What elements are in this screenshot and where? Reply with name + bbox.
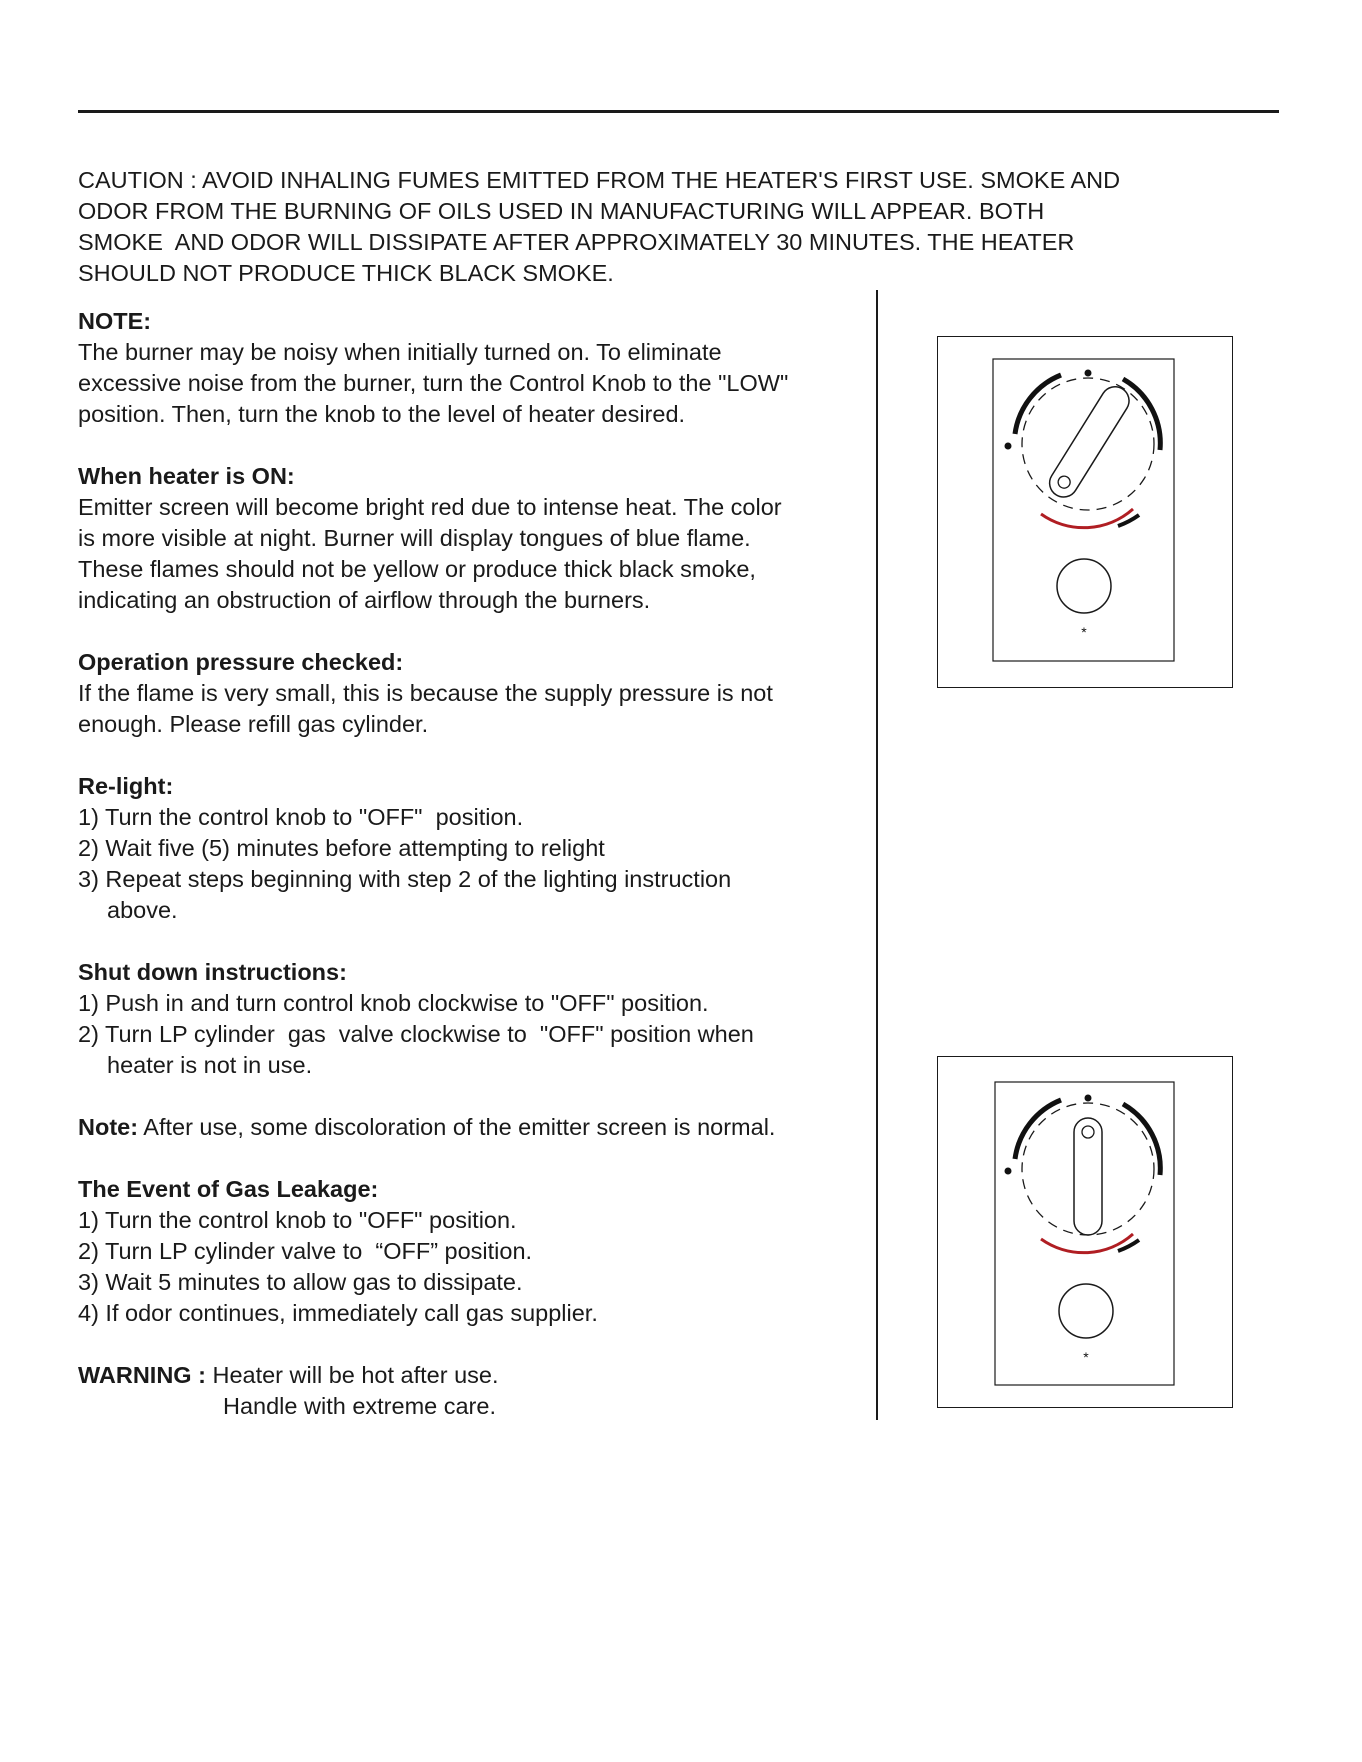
caution-line: SHOULD NOT PRODUCE THICK BLACK SMOKE. — [78, 260, 614, 286]
leakage-step: 4) If odor continues, immediately call gas supplier. — [78, 1300, 598, 1326]
caution-line: ODOR FROM THE BURNING OF OILS USED IN MANUFACTURING WILL APPEAR. BOTH — [78, 198, 1045, 224]
shutdown-step: 2) Turn LP cylinder gas valve clockwise to "OFF" position when — [78, 1021, 754, 1047]
knob-figure-off — [937, 1056, 1233, 1408]
shutdown-heading: Shut down instructions: — [78, 959, 347, 985]
knob-slot-tilted — [1044, 381, 1134, 502]
instructions-column — [78, 306, 878, 1453]
ignition-button-circle — [1059, 1284, 1113, 1338]
relight-step: 1) Turn the control knob to "OFF" position. — [78, 804, 524, 830]
relight-step: 3) Repeat steps beginning with step 2 of the lighting instruction — [78, 866, 732, 892]
warning-section — [78, 1360, 878, 1422]
flame-mark-icon — [1005, 443, 1012, 450]
dial-top-dot — [1085, 1095, 1092, 1102]
control-knob-low-diagram — [938, 337, 1234, 689]
warning-label: WARNING : — [78, 1362, 206, 1388]
heater-on-line: These flames should not be yellow or produce thick black smoke, — [78, 556, 756, 582]
ignition-mark: * — [1083, 1349, 1089, 1365]
warning-text: Heater will be hot after use. — [205, 1362, 499, 1388]
note-section — [78, 306, 878, 430]
pressure-line: If the flame is very small, this is because the supply pressure is not — [78, 680, 773, 706]
dial-top-dot — [1085, 370, 1092, 377]
top-rule — [78, 110, 1279, 113]
after-use-label: Note: — [78, 1114, 139, 1140]
flame-mark-icon — [1005, 1168, 1012, 1175]
dial-arc-left — [1015, 1100, 1061, 1159]
pressure-line: enough. Please refill gas cylinder. — [78, 711, 429, 737]
caution-paragraph — [78, 165, 1278, 289]
caution-line: CAUTION : AVOID INHALING FUMES EMITTED FROM THE HEATER'S FIRST USE. SMOKE AND — [78, 167, 1121, 193]
knob-slot-vertical — [1074, 1118, 1102, 1235]
dial-circle — [1022, 1103, 1154, 1235]
dial-arc-left — [1015, 375, 1061, 434]
heater-on-heading: When heater is ON: — [78, 463, 295, 489]
heater-on-line: Emitter screen will become bright red due to intense heat. The color — [78, 494, 782, 520]
dial-arc-right — [1123, 379, 1160, 450]
leakage-step: 1) Turn the control knob to "OFF" position. — [78, 1207, 517, 1233]
ignition-button-circle — [1057, 559, 1111, 613]
pressure-section — [78, 647, 878, 740]
relight-step: 2) Wait five (5) minutes before attempting to relight — [78, 835, 605, 861]
note-heading: NOTE: — [78, 308, 152, 334]
heater-on-line: indicating an obstruction of airflow through the burners. — [78, 587, 651, 613]
leakage-section — [78, 1174, 878, 1329]
ignition-mark: * — [1081, 624, 1087, 640]
leakage-step: 3) Wait 5 minutes to allow gas to dissipate. — [78, 1269, 523, 1295]
leakage-step: 2) Turn LP cylinder valve to “OFF” position. — [78, 1238, 533, 1264]
note-line: The burner may be noisy when initially turned on. To eliminate — [78, 339, 722, 365]
dial-circle — [1022, 378, 1154, 510]
dial-arc-right — [1123, 1104, 1160, 1175]
note-line: position. Then, turn the knob to the level of heater desired. — [78, 401, 686, 427]
relight-step-continuation: above. — [107, 897, 178, 923]
warning-text-continuation: Handle with extreme care. — [223, 1393, 496, 1419]
shutdown-section — [78, 957, 878, 1081]
relight-heading: Re-light: — [78, 773, 174, 799]
shutdown-step: 1) Push in and turn control knob clockwise to "OFF" position. — [78, 990, 709, 1016]
pressure-heading: Operation pressure checked: — [78, 649, 404, 675]
heater-on-section — [78, 461, 878, 616]
after-use-note — [78, 1112, 878, 1143]
heater-on-line: is more visible at night. Burner will display tongues of blue flame. — [78, 525, 751, 551]
knob-figure-low — [937, 336, 1233, 688]
leakage-heading: The Event of Gas Leakage: — [78, 1176, 379, 1202]
column-divider — [876, 290, 878, 1420]
control-knob-off-diagram — [938, 1057, 1234, 1409]
shutdown-step-continuation: heater is not in use. — [107, 1052, 313, 1078]
after-use-text: After use, some discoloration of the emitter screen is normal. — [138, 1114, 776, 1140]
caution-line: SMOKE AND ODOR WILL DISSIPATE AFTER APPROXIMATELY 30 MINUTES. THE HEATER — [78, 229, 1075, 255]
note-line: excessive noise from the burner, turn the Control Knob to the "LOW" — [78, 370, 789, 396]
relight-section — [78, 771, 878, 926]
